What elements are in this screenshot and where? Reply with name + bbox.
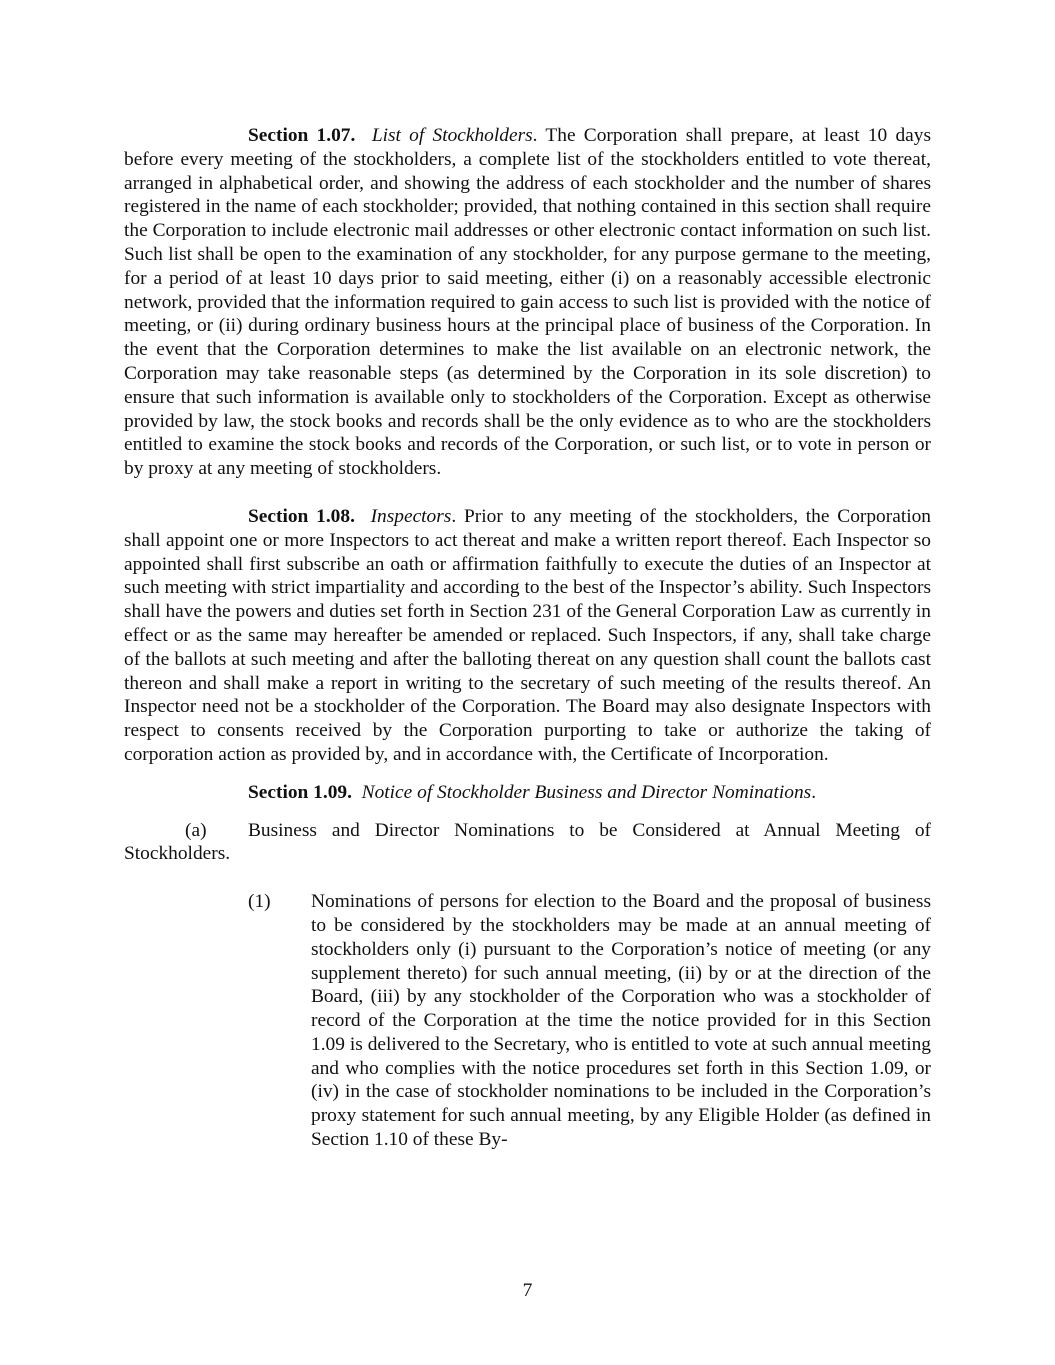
section-1-08-paragraph [124, 505, 931, 767]
section-heading-tail: . [811, 781, 817, 803]
subsection-label: (a) [185, 819, 207, 841]
page-number: 7 [522, 1280, 533, 1301]
section-1-09-heading [124, 781, 931, 805]
subsection-a [124, 819, 931, 867]
document-page [124, 124, 931, 1152]
list-item-1 [124, 890, 931, 1152]
section-number: Section 1.08. [248, 505, 355, 527]
list-item-label: (1) [248, 891, 271, 913]
section-body: . The Corporation shall prepare, at least 10 days before every meeting of the stockholders, a complete list of the stockholders entitled to vote thereat, arranged in alphabetical order, and showing the address of each stockholder and the number of shares registered in the name of each stockholder; provided, that nothing contained in this section shall require the Corporation to include electronic mail addresses or other electronic contact information on such list. Such list shall be open to the examination of any stockholder, for any purpose germane to the meeting, for a period of at least 10 days prior to said meeting, either (i) on a reasonably accessible electronic network, provided that the information required to gain access to such list is provided with the notice of meeting, or (ii) during ordinary business hours at the principal place of business of the Corporation. In the event that the Corporation determines to make the list available on an electronic network, the Corporation may take reasonable steps (as determined by the Corporation in its sole discretion) to ensure that such information is available only to stockholders of the Corporation. Except as otherwise provided by law, the stock books and records shall be the only evidence as to who are the stockholders entitled to examine the stock books and records of the Corporation, or such list, or to vote in person or by proxy at any meeting of stockholders. [124, 125, 932, 480]
subsection-text: Business and Director Nominations to be Considered at Annual Meeting of Stockholders. [124, 819, 931, 865]
section-body: . Prior to any meeting of the stockholders, the Corporation shall appoint one or more Inspectors to act thereat and make a written report thereof. Each Inspector so appointed shall first subscribe an oath or affirmation faithfully to execute the duties of an Inspector at such meeting with strict impartiality and according to the best of the Inspector’s ability. Such Inspectors shall have the powers and duties set forth in Section 231 of the General Corporation Law as currently in effect or as the same may hereafter be amended or replaced. Such Inspectors, if any, shall take charge of the ballots at such meeting and after the balloting thereat on any question shall count the ballots cast thereon and shall make a report in writing to the secretary of such meeting of the results thereof. An Inspector need not be a stockholder of the Corporation. The Board may also designate Inspectors with respect to consents received by the Corporation purporting to take or authorize the taking of corporation action as provided by, and in accordance with, the Certificate of Incorporation. [124, 505, 931, 765]
section-title: List of Stockholders [371, 125, 533, 146]
section-number: Section 1.09. [248, 781, 352, 803]
section-title: Inspectors [370, 505, 452, 527]
list-item-text: Nominations of persons for election to the Board and the proposal of business to be considered by the stockholders may be made at an annual meeting of stockholders only (i) pursuant to the Corporation’s notice of meeting (or any supplement thereto) for such annual meeting, (ii) by or at the direction of the Board, (iii) by any stockholder of the Corporation who was a stockholder of record of the Corporation at the time the notice provided for in this Section 1.09 is delivered to the Secretary, who is entitled to vote at such annual meeting and who complies with the notice procedures set forth in this Section 1.09, or (iv) in the case of stockholder nominations to be included in the Corporation’s proxy statement for such annual meeting, by any Eligible Holder (as defined in Section 1.10 of these By- [311, 891, 931, 1151]
section-number: Section 1.07. [248, 125, 356, 146]
section-1-07-paragraph [124, 124, 931, 481]
section-title: Notice of Stockholder Business and Director Nominations [361, 781, 812, 803]
